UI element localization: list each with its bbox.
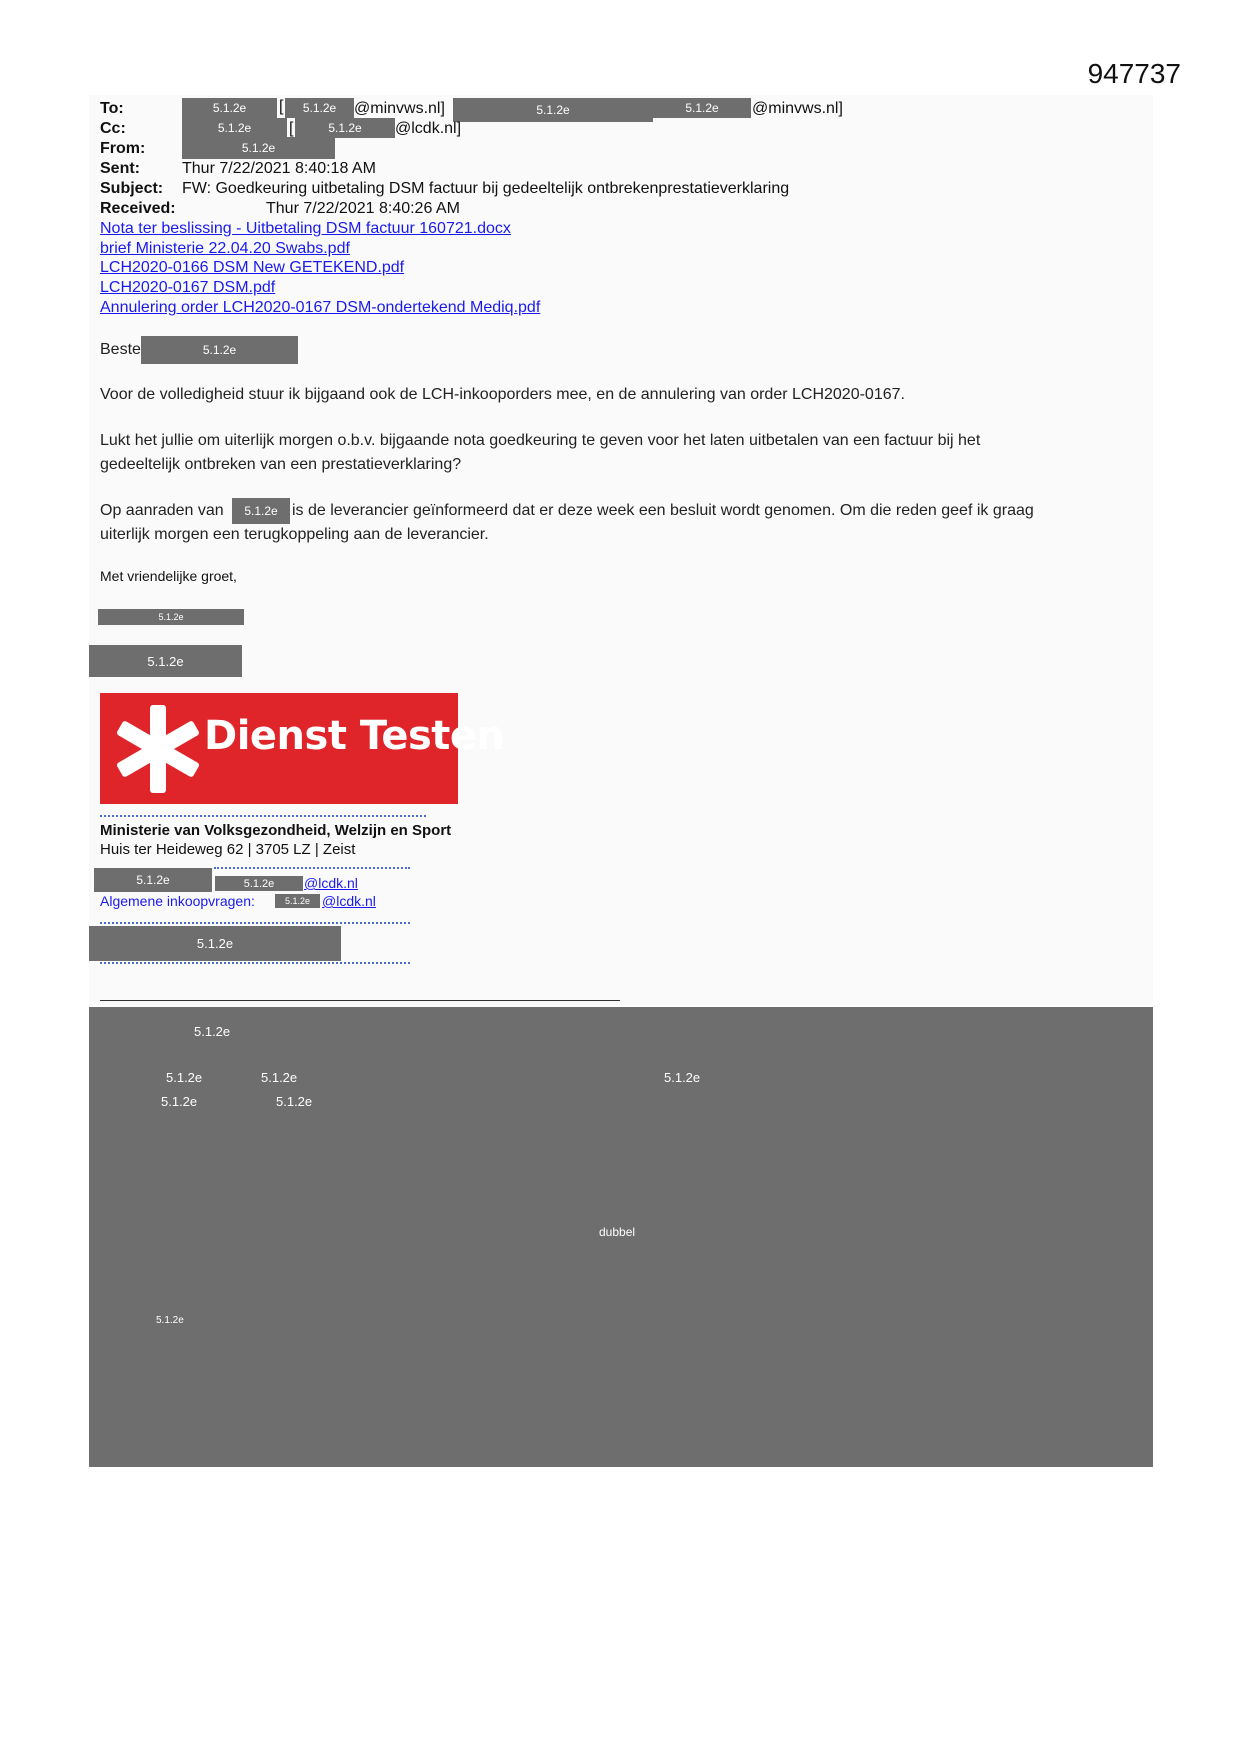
address: Huis ter Heideweg 62 | 3705 LZ | Zeist [100,841,356,858]
from-label: From: [100,140,146,157]
cc-email-domain: @lcdk.nl] [395,120,462,137]
redaction: 5.1.2e [653,98,751,118]
redaction: 5.1.2e [182,118,287,138]
redaction: 5.1.2e [89,926,341,961]
bracket: [ [289,120,294,137]
logo-text: Dienst Testen [204,713,505,759]
attachment-link[interactable]: LCH2020-0166 DSM New GETEKEND.pdf [100,259,405,276]
redaction: 5.1.2e [182,98,277,118]
body-paragraph: Op aanraden van [100,502,224,519]
redaction-note: dubbel [599,1225,636,1239]
asterisk-icon [108,699,208,799]
redaction-code: 5.1.2e [276,1094,313,1109]
attachment-link[interactable]: brief Ministerie 22.04.20 Swabs.pdf [100,240,350,257]
body-paragraph: is de leverancier geïnformeerd dat er deze week een besluit wordt genomen. Om die reden geef ik graag [292,502,1034,519]
redaction: 5.1.2e [295,118,395,138]
sent-label: Sent: [100,160,140,177]
greeting: Beste [100,341,141,358]
attachment-link[interactable]: Nota ter beslissing - Uitbetaling DSM factuur 160721.docx [100,220,511,237]
attachment-link[interactable]: Annulering order LCH2020-0167 DSM-ondertekend Mediq.pdf [100,299,541,316]
redaction-code: 5.1.2e [261,1070,298,1085]
redacted-block [89,1007,1153,1467]
organization-name: Ministerie van Volksgezondheid, Welzijn en Sport [100,822,452,839]
redaction: 5.1.2e [94,868,212,892]
separator-line [100,1000,620,1001]
divider [214,867,410,869]
attachment-link[interactable]: LCH2020-0167 DSM.pdf [100,279,276,296]
redaction: 5.1.2e [215,876,303,891]
inkoop-label: Algemene inkoopvragen: [100,893,255,909]
redaction: 5.1.2e [285,98,354,118]
redaction: 5.1.2e [453,98,653,122]
document-number: 947737 [1087,58,1181,89]
redaction: 5.1.2e [89,645,242,677]
redaction: 5.1.2e [182,137,335,159]
redaction: 5.1.2e [232,498,290,524]
to-email-domain: @minvws.nl] [752,100,843,117]
email-link[interactable]: @lcdk.nl [304,875,358,891]
body-paragraph: Voor de volledigheid stuur ik bijgaand ook de LCH-inkooporders mee, en de annulering van order LCH2020-0167. [100,386,905,403]
body-paragraph: Lukt het jullie om uiterlijk morgen o.b.v. bijgaande nota goedkeuring te geven voor het laten uitbetalen van een factuur bij het [100,432,981,449]
divider [100,962,410,964]
body-paragraph: gedeeltelijk ontbreken van een prestatieverklaring? [100,456,462,473]
dienst-testen-logo [100,693,505,804]
sent-value: Thur 7/22/2021 8:40:18 AM [182,160,376,177]
body-paragraph: uiterlijk morgen een terugkoppeling aan de leverancier. [100,526,489,543]
redaction: 5.1.2e [141,336,298,364]
to-label: To: [100,100,124,117]
redaction: 5.1.2e [98,609,244,625]
cc-label: Cc: [100,120,126,137]
closing: Met vriendelijke groet, [100,568,237,584]
to-email-domain: @minvws.nl] [354,100,445,117]
redaction-code: 5.1.2e [194,1024,231,1039]
redaction-code: 5.1.2e [166,1070,203,1085]
redaction-code: 5.1.2e [664,1070,701,1085]
divider [100,815,426,817]
redaction-code: 5.1.2e [161,1094,198,1109]
subject-label: Subject: [100,180,164,197]
email-link[interactable]: @lcdk.nl [322,893,376,909]
received-value: Thur 7/22/2021 8:40:26 AM [266,200,460,217]
bracket: [ [279,98,284,115]
divider [100,922,410,924]
subject-value: FW: Goedkeuring uitbetaling DSM factuur bij gedeeltelijk ontbrekenprestatieverklaring [182,180,790,197]
redaction-code: 5.1.2e [156,1315,184,1326]
received-label: Received: [100,200,176,217]
redaction: 5.1.2e [275,894,320,908]
